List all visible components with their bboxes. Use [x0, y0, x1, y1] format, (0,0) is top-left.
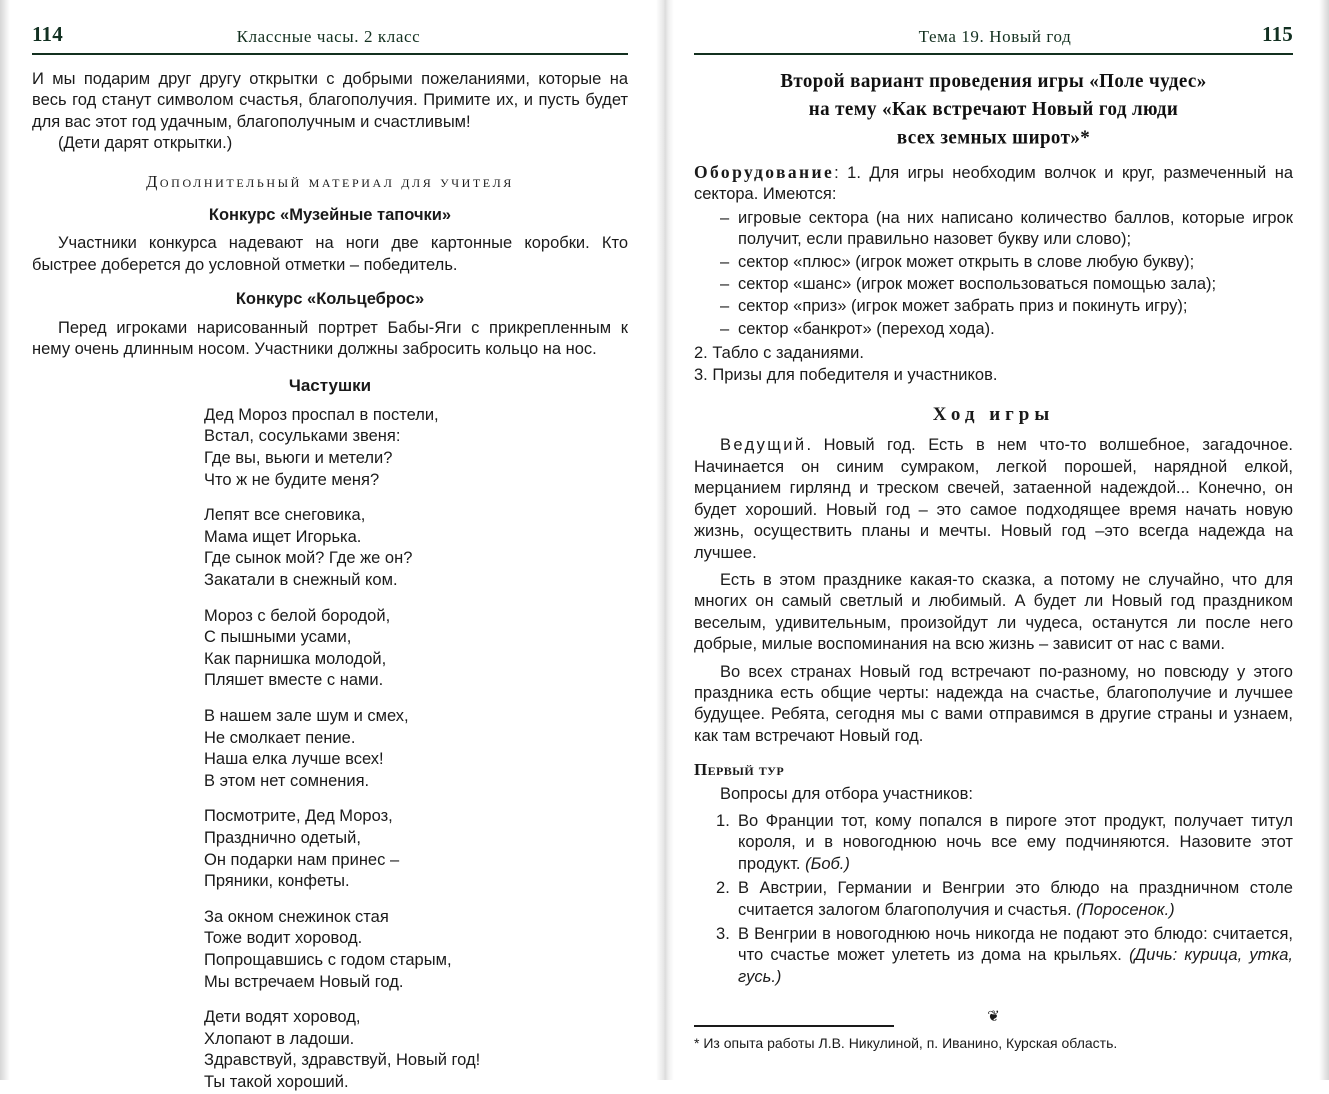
verse-line: Мама ищет Игорька.	[204, 527, 362, 546]
verse-line: Пляшет вместе с нами.	[204, 671, 384, 690]
page-number-right: 115	[1262, 22, 1293, 46]
question-text: Во Франции тот, кому попался в пироге этот продукт, получает титул короля, и в новогоднюю ночь все ему подчиняются. Назовите этот продукт.	[738, 811, 1293, 873]
tour-intro: Вопросы для отбора участников:	[720, 784, 973, 803]
equipment-tail-list	[694, 343, 1293, 386]
stanza	[204, 606, 628, 692]
host-paragraph-2: Есть в этом празднике какая-то сказка, а потому не случайно, что для многих он самый светлый и любимый. А будет ли Новый год праздником веселым, удивительным, произойдут ли чудеса, останутся ли после него добрые, милые воспоминания на всю жизнь – зависит от нас с вами.	[694, 570, 1293, 654]
verse-line: В нашем зале шум и смех,	[204, 707, 409, 725]
host-paragraph-3: Во всех странах Новый год встречают по-разному, но повсюду у этого праздника есть общие черты: надежда на счастье, благополучие и лучшее будущее. Ребята, сегодня мы с вами отправимся в другие страны и узнаем, как там встречают Новый год.	[694, 662, 1293, 745]
stanza	[204, 907, 628, 993]
host-label: Ведущий	[720, 436, 807, 455]
verse-line: Ты такой хороший.	[204, 1072, 349, 1091]
question-answer: (Поросенок.)	[1076, 900, 1175, 919]
list-item: – сектор «плюс» (игрок может открыть в слове любую букву);	[720, 252, 1293, 273]
list-item	[716, 924, 1293, 988]
verse-line: Наша елка лучше всех!	[204, 750, 384, 769]
footnote-text: * Из опыта работы Л.В. Никулиной, п. Иванино, Курская область.	[694, 1035, 1118, 1051]
host-paragraph-1	[694, 435, 1293, 563]
verse-line: Здравствуй, здравствуй, Новый год!	[204, 1051, 481, 1070]
list-item: – игровые сектора (на них написано количество баллов, которые игрок получит, если правильно назовет букву или слово);	[720, 208, 1293, 251]
verse-line: Не смолкает пение.	[204, 728, 356, 747]
verse-line: Что ж не будите меня?	[204, 470, 380, 489]
question-answer: (Дичь: курица, утка, гусь.)	[738, 946, 1293, 986]
list-item: 3. Призы для победителя и участников.	[694, 365, 998, 384]
songs-title: Частушки	[288, 376, 372, 396]
equipment-intro: : 1. Для игры необходим волчок и круг, размеченный на сектора. Имеются:	[694, 164, 1293, 204]
stanza	[204, 505, 628, 591]
verses-block	[32, 405, 628, 1094]
heading-line-3: всех земных широт»*	[896, 126, 1091, 149]
question-answer: (Боб.)	[805, 854, 850, 873]
verse-line: Встал, сосульками звеня:	[204, 427, 401, 446]
ornament-icon: ❦	[987, 1008, 1000, 1026]
verse-line: В этом нет сомнения.	[204, 771, 370, 790]
verse-line: Как парнишка молодой,	[204, 649, 387, 668]
list-item: – сектор «банкрот» (переход хода).	[720, 319, 1293, 340]
verse-line: Где вы, вьюги и метели?	[204, 449, 393, 468]
footnote-rule	[694, 1025, 894, 1027]
page-left	[0, 0, 664, 1091]
list-item: – сектор «шанс» (игрок может воспользоваться помощью зала);	[720, 274, 1293, 295]
heading-line-1: Второй вариант проведения игры «Поле чудес»	[780, 70, 1207, 93]
contest-2-text: Перед игроками нарисованный портрет Бабы-Яги с прикрепленным к нему очень длинным носом. Участники должны забросить кольцо на нос.	[32, 318, 628, 359]
verse-line: Мы встречаем Новый год.	[204, 972, 404, 991]
running-title-left: Классные часы. 2 класс	[236, 27, 421, 46]
list-item: – сектор «приз» (игрок может забрать приз и покинуть игру);	[720, 296, 1293, 317]
verse-line: Где сынок мой? Где же он?	[204, 549, 413, 568]
questions-list	[694, 811, 1293, 988]
verse-line: Пряники, конфеты.	[204, 872, 350, 891]
page-number-left: 114	[32, 22, 63, 46]
footnote-area	[694, 1005, 1293, 1052]
host-paragraph-1-text: . Новый год. Есть в нем что-то волшебное, загадочное. Начинается он синим сумраком, легкой порошей, нарядной елкой, мерцанием гирлянд и треском свечей, затаенной надеждой... Конечно, он будет хороший. Новый год – это самое подходящее время начать новую жизнь, осуществить планы и мечты. Новый год –это всегда надежда на лучшее.	[694, 436, 1293, 562]
verse-line: Закатали в снежный ком.	[204, 571, 398, 590]
running-head-left	[32, 22, 628, 55]
verse-line: С пышными усами,	[204, 628, 352, 647]
verse-line: Тоже водит хоровод.	[204, 929, 363, 948]
verse-line: Дед Мороз проспал в постели,	[204, 405, 439, 424]
contest-1-text: Участники конкурса надевают на ноги две картонные коробки. Кто быстрее доберется до условной отметки – победитель.	[32, 234, 628, 274]
game-flow-heading: Ход игры	[932, 404, 1055, 426]
decorative-heading	[694, 67, 1293, 151]
stanza	[204, 1007, 628, 1093]
stanza	[204, 405, 628, 491]
verse-line: Дети водят хоровод,	[204, 1008, 361, 1027]
verse-line: Празднично одетый,	[204, 828, 361, 847]
list-item: 2. Табло с заданиями.	[694, 344, 864, 363]
verse-line: Лепят все снеговика,	[204, 506, 366, 525]
tour-heading: Первый тур	[694, 760, 785, 780]
verse-line: Попрощавшись с годом старым,	[204, 950, 452, 969]
contest-1-title: Конкурс «Музейные тапочки»	[208, 206, 452, 225]
stanza	[204, 706, 628, 792]
verse-line: Он подарки нам принес –	[204, 850, 400, 869]
list-item	[716, 811, 1293, 875]
question-text: В Венгрии в новогоднюю ночь никогда не подают это блюдо: считается, что счастье может улететь из дома на крыльях.	[738, 925, 1293, 965]
running-head-right	[694, 22, 1293, 55]
verse-line: Посмотрите, Дед Мороз,	[204, 807, 393, 826]
verse-line: Хлопают в ладоши.	[204, 1029, 355, 1048]
question-text: В Австрии, Германии и Венгрии это блюдо на праздничном столе считается залогом благополучия и счастья.	[738, 879, 1293, 919]
stage-direction: (Дети дарят открытки.)	[58, 134, 233, 153]
verse-line: За окном снежинок стая	[204, 907, 389, 926]
equipment-list	[694, 208, 1293, 340]
running-title-right: Тема 19. Новый год	[918, 27, 1072, 46]
contest-2-title: Конкурс «Кольцеброс»	[235, 290, 425, 309]
equipment-label: Оборудование	[694, 162, 835, 182]
stanza	[204, 806, 628, 892]
heading-line-2: на тему «Как встречают Новый год люди	[808, 98, 1179, 121]
list-item	[716, 878, 1293, 921]
equipment-paragraph	[694, 162, 1293, 206]
verse-line: Мороз с белой бородой,	[204, 606, 391, 625]
additional-material-heading: Дополнительный материал для учителя	[146, 171, 514, 191]
page-right	[664, 0, 1329, 1080]
intro-paragraph: И мы подарим друг другу открытки с добрыми пожеланиями, которые на весь год станут символом счастья, благополучия. Примите их, и пусть будет для вас этот год удачным, благополучным и счастливым!	[32, 70, 628, 131]
